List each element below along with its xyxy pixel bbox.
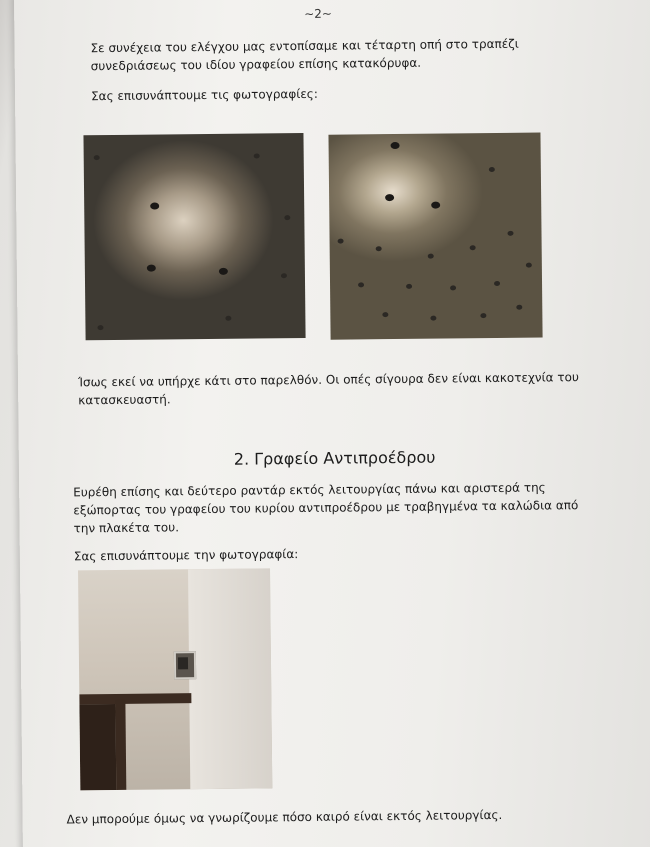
- photo-ceiling-holes-2: [328, 132, 542, 339]
- photo-ceiling-holes-1: [83, 133, 305, 340]
- section2-paragraph1-line2: εξώπορτας του γραφείου του κυρίου αντιπροέδρου με τραβηγμένα τα καλώδια από: [73, 498, 579, 518]
- section1-photos-intro: Σας επισυνάπτουμε τις φωτογραφίες:: [90, 86, 318, 104]
- section1-paragraph1-line1: Σε συνέχεια του ελέγχου μας εντοπίσαμε και τέταρτη οπή στο τραπέζι: [90, 36, 519, 56]
- photo-office-entrance-radar: [78, 568, 272, 790]
- section2-paragraph1-line1: Ευρέθη επίσης και δεύτερο ραντάρ εκτός λειτουργίας πάνω και αριστερά της: [73, 480, 546, 500]
- section1-paragraph3-line1: Ίσως εκεί να υπήρχε κάτι στο παρελθόν. Οι οπές σίγουρα δεν είναι κακοτεχνία του: [77, 370, 579, 390]
- page-number: ~2~: [304, 6, 333, 21]
- document-page: [14, 0, 650, 847]
- section1-paragraph3-line2: κατασκευαστή.: [78, 392, 171, 408]
- section2-heading: 2. Γραφείο Αντιπροέδρου: [233, 447, 436, 469]
- section2-closing-sentence: Δεν μπορούμε όμως να γνωρίζουμε πόσο καιρό είναι εκτός λειτουργίας.: [66, 807, 503, 827]
- section2-paragraph1-line3: την πλακέτα του.: [73, 520, 180, 536]
- section1-paragraph1-line2: συνεδριάσεως του ιδίου γραφείου επίσης κατακόρυφα.: [90, 55, 422, 74]
- section2-photo-intro: Σας επισυνάπτουμε την φωτογραφία:: [73, 547, 299, 564]
